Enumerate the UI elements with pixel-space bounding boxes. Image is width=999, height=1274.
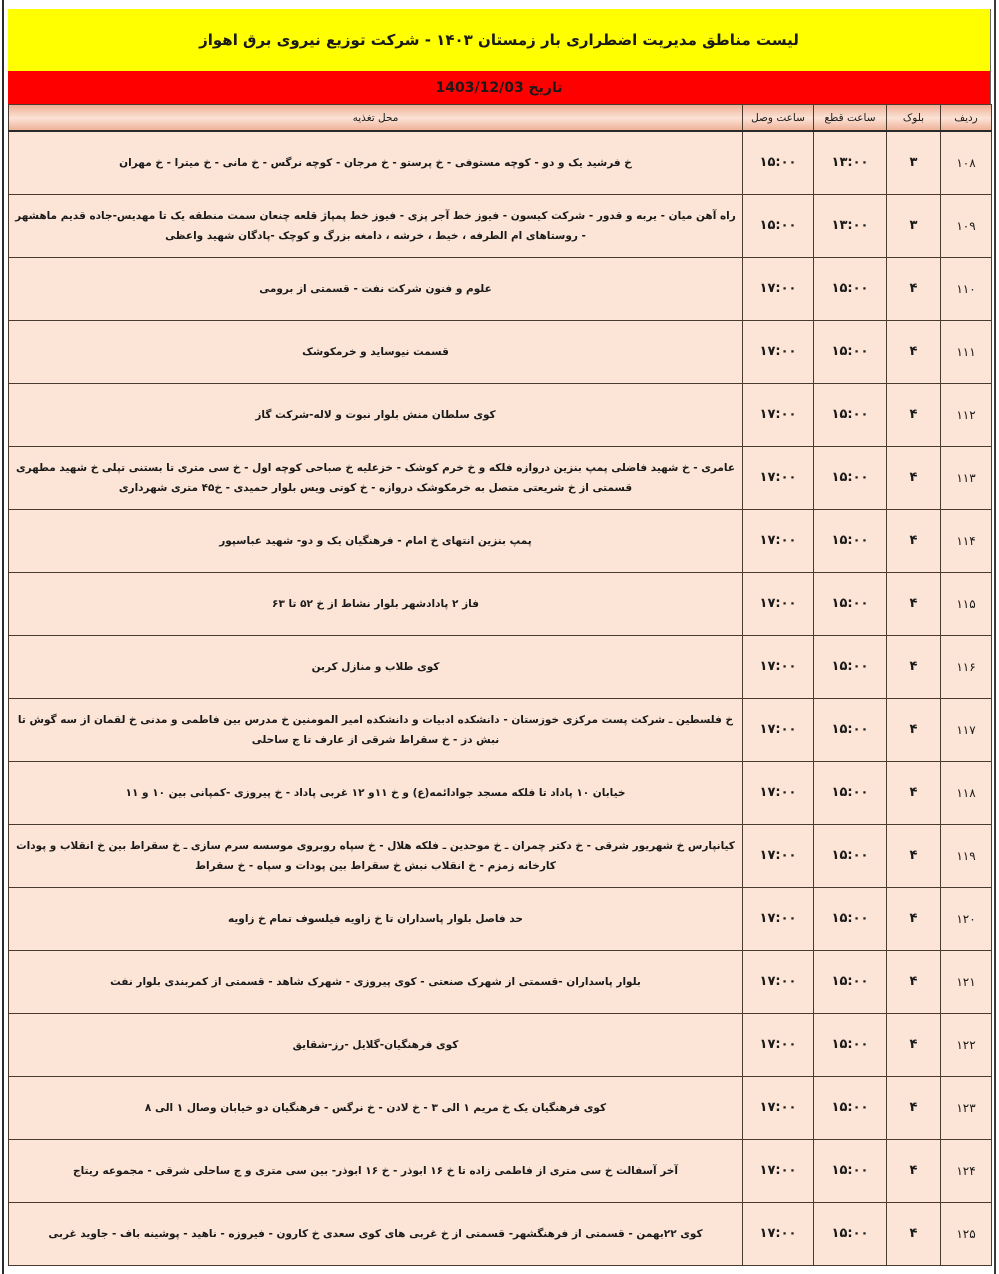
- cut-time-cell: ۱۵:۰۰: [814, 321, 887, 384]
- block-cell: ۴: [887, 951, 941, 1014]
- document-title: لیست مناطق مدیریت اضطراری بار زمستان ۱۴۰۳ - شرکت توزیع نیروی برق اهواز: [199, 31, 799, 49]
- cut-time-cell: ۱۵:۰۰: [814, 573, 887, 636]
- table-row: [9, 447, 992, 510]
- block-cell: ۴: [887, 1203, 941, 1266]
- block-cell: ۴: [887, 762, 941, 825]
- cut-time-cell: ۱۳:۰۰: [814, 131, 887, 195]
- location-cell: کوی فرهنگیان-گلایل -رز-شقایق: [9, 1014, 743, 1077]
- table-row: [9, 636, 992, 699]
- table-row: [9, 1140, 992, 1203]
- location-cell: قسمت نیوساید و خرمکوشک: [9, 321, 743, 384]
- row-number-cell: ۱۱۵: [941, 573, 992, 636]
- connect-time-cell: ۱۷:۰۰: [743, 699, 814, 762]
- row-number-cell: ۱۱۷: [941, 699, 992, 762]
- block-cell: ۴: [887, 888, 941, 951]
- location-cell: کوی سلطان منش بلوار نبوت و لاله-شرکت گاز: [9, 384, 743, 447]
- location-cell: پمپ بنزین انتهای خ امام - فرهنگیان یک و دو- شهید عباسپور: [9, 510, 743, 573]
- location-cell: خ فرشید یک و دو - کوچه مستوفی - خ پرستو - خ مرجان - کوچه نرگس - خ مانی - خ میترا - خ مهران: [9, 131, 743, 195]
- connect-time-cell: ۱۷:۰۰: [743, 1077, 814, 1140]
- header-connect-time: ساعت وصل: [743, 105, 814, 132]
- block-cell: ۴: [887, 636, 941, 699]
- location-cell: حد فاصل بلوار پاسداران تا خ زاویه فیلسوف تمام خ زاویه: [9, 888, 743, 951]
- block-cell: ۴: [887, 510, 941, 573]
- location-cell: کوی طلاب و منازل کربن: [9, 636, 743, 699]
- cut-time-cell: ۱۵:۰۰: [814, 888, 887, 951]
- table-row: [9, 1077, 992, 1140]
- location-cell: کوی فرهنگیان یک خ مریم ۱ الی ۳ - خ لادن - خ نرگس - فرهنگیان دو خیابان وصال ۱ الی ۸: [9, 1077, 743, 1140]
- connect-time-cell: ۱۷:۰۰: [743, 1014, 814, 1077]
- cut-time-cell: ۱۵:۰۰: [814, 1014, 887, 1077]
- connect-time-cell: ۱۷:۰۰: [743, 258, 814, 321]
- header-location: محل تغذیه: [9, 105, 743, 132]
- location-cell: کوی ۲۲بهمن - قسمتی از فرهنگشهر- قسمتی از خ غربی های کوی سعدی خ کارون - فیروزه - ناهید - پوشینه باف - جاوید غربی: [9, 1203, 743, 1266]
- table-row: [9, 195, 992, 258]
- table-row: [9, 1014, 992, 1077]
- block-cell: ۴: [887, 384, 941, 447]
- row-number-cell: ۱۲۱: [941, 951, 992, 1014]
- cut-time-cell: ۱۵:۰۰: [814, 258, 887, 321]
- block-cell: ۳: [887, 195, 941, 258]
- block-cell: ۳: [887, 131, 941, 195]
- date-band: [8, 71, 991, 104]
- block-cell: ۴: [887, 258, 941, 321]
- location-cell: علوم و فنون شرکت نفت - قسمتی از برومی: [9, 258, 743, 321]
- connect-time-cell: ۱۵:۰۰: [743, 131, 814, 195]
- header-block: بلوک: [887, 105, 941, 132]
- row-number-cell: ۱۰۹: [941, 195, 992, 258]
- table-row: [9, 888, 992, 951]
- location-cell: خیابان ۱۰ پاداد تا فلکه مسجد جوادائمه(ع) و خ ۱۱و ۱۲ غربی پاداد - خ پیروزی -کمپانی بین ۱۰ و ۱۱: [9, 762, 743, 825]
- block-cell: ۴: [887, 1014, 941, 1077]
- connect-time-cell: ۱۷:۰۰: [743, 1203, 814, 1266]
- connect-time-cell: ۱۷:۰۰: [743, 573, 814, 636]
- cut-time-cell: ۱۵:۰۰: [814, 762, 887, 825]
- connect-time-cell: ۱۷:۰۰: [743, 888, 814, 951]
- block-cell: ۴: [887, 825, 941, 888]
- block-cell: ۴: [887, 447, 941, 510]
- document-date: تاریخ 1403/12/03: [435, 79, 563, 96]
- table-row: [9, 131, 992, 195]
- table-row: [9, 762, 992, 825]
- table-row: [9, 951, 992, 1014]
- row-number-cell: ۱۱۳: [941, 447, 992, 510]
- location-cell: راه آهن میان - یربه و قدور - شرکت کیسون - فیوز خط آجر پزی - فیوز خط پمپاژ قلعه چنعان سمت منطقه یک تا مهدیس-جاده قدیم ماهشهر - روستاهای ام الطرفه ، خیط ، خرشه ، دامغه بزرگ و کوچک -پادگان شهید واعظی: [9, 195, 743, 258]
- title-band: [8, 9, 991, 71]
- location-cell: آخر آسفالت خ سی متری از فاطمی زاده تا خ ۱۶ ابوذر - خ ۱۶ ابوذر- بین سی متری و ج ساحلی شرقی - مجموعه ریتاج: [9, 1140, 743, 1203]
- connect-time-cell: ۱۷:۰۰: [743, 1140, 814, 1203]
- table-row: [9, 573, 992, 636]
- row-number-cell: ۱۱۱: [941, 321, 992, 384]
- outage-table: [8, 104, 992, 1266]
- cut-time-cell: ۱۵:۰۰: [814, 951, 887, 1014]
- header-row-number: ردیف: [941, 105, 992, 132]
- row-number-cell: ۱۲۲: [941, 1014, 992, 1077]
- cut-time-cell: ۱۵:۰۰: [814, 1140, 887, 1203]
- connect-time-cell: ۱۵:۰۰: [743, 195, 814, 258]
- cut-time-cell: ۱۵:۰۰: [814, 1203, 887, 1266]
- connect-time-cell: ۱۷:۰۰: [743, 951, 814, 1014]
- table-header-row: [9, 105, 992, 132]
- table-row: [9, 258, 992, 321]
- table-row: [9, 384, 992, 447]
- block-cell: ۴: [887, 699, 941, 762]
- location-cell: خ فلسطین ـ شرکت پست مرکزی خوزستان - دانشکده ادبیات و دانشکده امیر المومنین خ مدرس بین فاطمی و مدنی خ لقمان از سه گوش تا نبش دز - خ سقراط شرقی از عارف تا ج ساحلی: [9, 699, 743, 762]
- block-cell: ۴: [887, 321, 941, 384]
- table-row: [9, 699, 992, 762]
- cut-time-cell: ۱۵:۰۰: [814, 825, 887, 888]
- row-number-cell: ۱۱۸: [941, 762, 992, 825]
- connect-time-cell: ۱۷:۰۰: [743, 762, 814, 825]
- table-row: [9, 1203, 992, 1266]
- cut-time-cell: ۱۵:۰۰: [814, 510, 887, 573]
- cut-time-cell: ۱۳:۰۰: [814, 195, 887, 258]
- row-number-cell: ۱۱۰: [941, 258, 992, 321]
- cut-time-cell: ۱۵:۰۰: [814, 384, 887, 447]
- row-number-cell: ۱۱۶: [941, 636, 992, 699]
- row-number-cell: ۱۲۰: [941, 888, 992, 951]
- connect-time-cell: ۱۷:۰۰: [743, 384, 814, 447]
- cut-time-cell: ۱۵:۰۰: [814, 447, 887, 510]
- row-number-cell: ۱۱۲: [941, 384, 992, 447]
- connect-time-cell: ۱۷:۰۰: [743, 321, 814, 384]
- row-number-cell: ۱۰۸: [941, 131, 992, 195]
- cut-time-cell: ۱۵:۰۰: [814, 699, 887, 762]
- connect-time-cell: ۱۷:۰۰: [743, 825, 814, 888]
- connect-time-cell: ۱۷:۰۰: [743, 636, 814, 699]
- location-cell: فاز ۲ پادادشهر بلوار نشاط از خ ۵۲ تا ۶۳: [9, 573, 743, 636]
- page-edge-right: [994, 0, 996, 1274]
- page-edge-left: [2, 0, 4, 1274]
- connect-time-cell: ۱۷:۰۰: [743, 510, 814, 573]
- location-cell: عامری - خ شهید فاضلی پمپ بنزین دروازه فلکه و خ خرم کوشک - خزعلیه خ صباحی کوچه اول - خ سی متری تا بستنی تپلی خ شهید مطهری قسمتی از خ شریعتی متصل به خرمکوشک دروازه - خ کوتی ویس بلوار حمیدی - خ۴۵ متری شهرداری: [9, 447, 743, 510]
- row-number-cell: ۱۱۴: [941, 510, 992, 573]
- header-cut-time: ساعت قطع: [814, 105, 887, 132]
- row-number-cell: ۱۲۳: [941, 1077, 992, 1140]
- cut-time-cell: ۱۵:۰۰: [814, 1077, 887, 1140]
- outage-schedule-sheet: [8, 9, 991, 1266]
- row-number-cell: ۱۱۹: [941, 825, 992, 888]
- connect-time-cell: ۱۷:۰۰: [743, 447, 814, 510]
- block-cell: ۴: [887, 1140, 941, 1203]
- block-cell: ۴: [887, 573, 941, 636]
- table-row: [9, 510, 992, 573]
- cut-time-cell: ۱۵:۰۰: [814, 636, 887, 699]
- row-number-cell: ۱۲۴: [941, 1140, 992, 1203]
- table-row: [9, 825, 992, 888]
- location-cell: کیانپارس خ شهریور شرقی - خ دکتر چمران ـ خ موحدین ـ فلکه هلال - خ سپاه روبروی موسسه سرم سازی ـ خ سقراط بین خ انقلاب و پودات کارخانه زمزم - خ انقلاب نبش خ سقراط بین پودات و سپاه - خ سقراط: [9, 825, 743, 888]
- row-number-cell: ۱۲۵: [941, 1203, 992, 1266]
- table-row: [9, 321, 992, 384]
- location-cell: بلوار پاسداران -قسمتی از شهرک صنعتی - کوی پیروزی - شهرک شاهد - قسمتی از کمربندی بلوار نفت: [9, 951, 743, 1014]
- block-cell: ۴: [887, 1077, 941, 1140]
